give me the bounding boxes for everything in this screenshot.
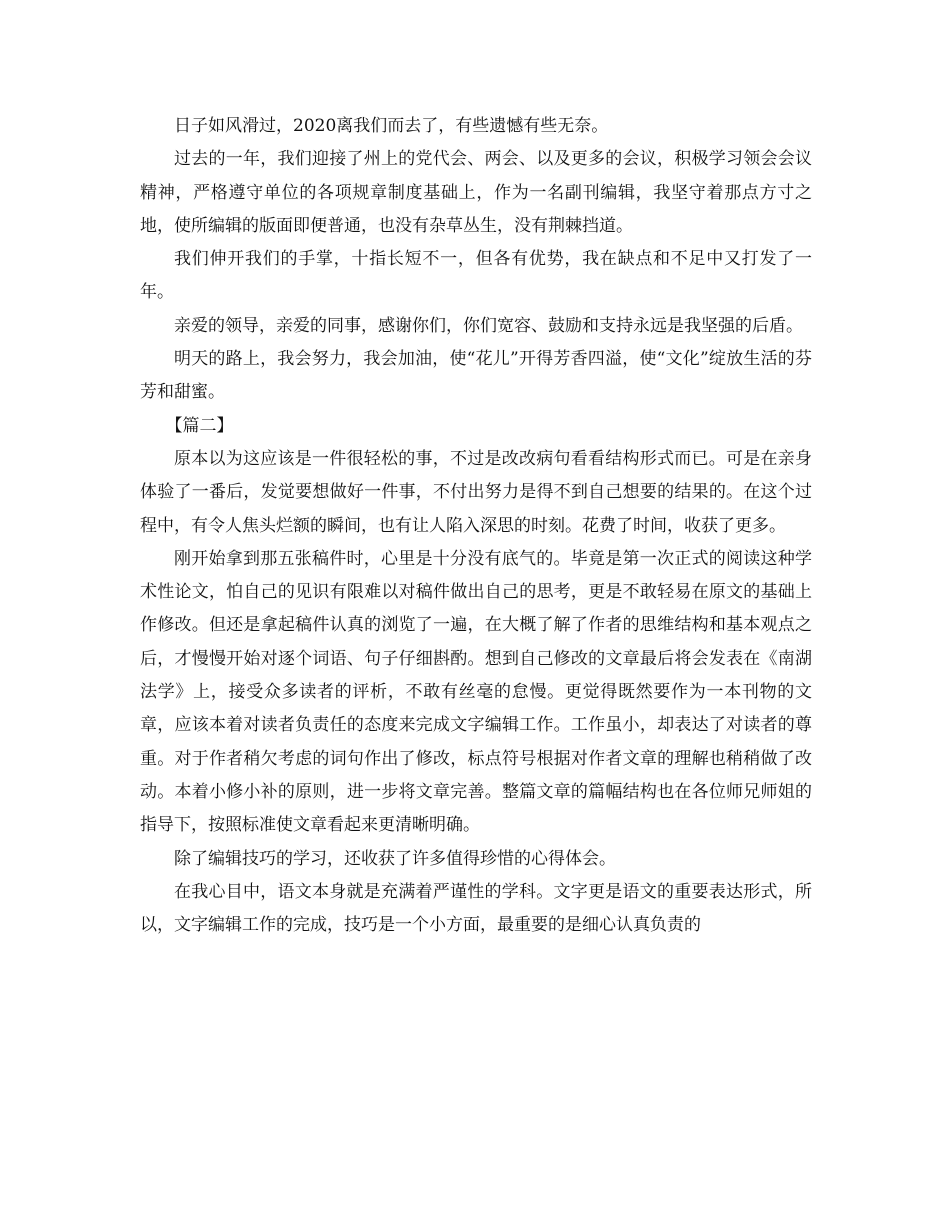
document-body xyxy=(140,110,812,942)
paragraph: 明天的路上，我会努力，我会加油，使“花儿”开得芳香四溢，使“文化”绽放生活的芬芳和甜蜜。 xyxy=(140,349,812,403)
section-heading: 【篇二】 xyxy=(165,415,234,436)
paragraph: 原本以为这应该是一件很轻松的事，不过是改改病句看看结构形式而已。可是在亲身体验了一番后，发觉要想做好一件事，不付出努力是得不到自己想要的结果的。在这个过程中，有令人焦头烂额的瞬间，也有让人陷入深思的时刻。花费了时间，收获了更多。 xyxy=(140,448,812,536)
paragraph: 刚开始拿到那五张稿件时，心里是十分没有底气的。毕竟是第一次正式的阅读这种学术性论文，怕自己的见识有限难以对稿件做出自己的思考，更是不敢轻易在原文的基础上作修改。但还是拿起稿件认真的浏览了一遍，在大概了解了作者的思维结构和基本观点之后，才慢慢开始对逐个词语、句子仔细斟酌。想到自己修改的文章最后将会发表在《南湖法学》上，接受众多读者的评析，不敢有丝毫的怠慢。更觉得既然要作为一本刊物的文章，应该本着对读者负责任的态度来完成文字编辑工作。工作虽小，却表达了对读者的尊重。对于作者稍欠考虑的词句作出了修改，标点符号根据对作者文章的理解也稍稍做了改动。本着小修小补的原则，进一步将文章完善。整篇文章的篇幅结构也在各位师兄师姐的指导下，按照标准使文章看起来更清晰明确。 xyxy=(140,548,812,836)
paragraph: 日子如风滑过，2020离我们而去了，有些遗憾有些无奈。 xyxy=(174,116,609,136)
paragraph: 过去的一年，我们迎接了州上的党代会、两会、以及更多的会议，积极学习领会会议精神，严格遵守单位的各项规章制度基础上，作为一名副刊编辑，我坚守着那点方寸之地，使所编辑的版面即便普通，也没有杂草丛生，没有荆棘挡道。 xyxy=(140,149,812,236)
paragraph: 在我心目中，语文本身就是充满着严谨性的学科。文字更是语文的重要表达形式，所以，文字编辑工作的完成，技巧是一个小方面，最重要的是细心认真负责的 xyxy=(140,881,812,936)
paragraph: 亲爱的领导，亲爱的同事，感谢你们，你们宽容、鼓励和支持永远是我坚强的后盾。 xyxy=(174,315,803,336)
paragraph: 我们伸开我们的手掌，十指长短不一，但各有优势，我在缺点和不足中又打发了一年。 xyxy=(140,249,812,303)
paragraph: 除了编辑技巧的学习，还收获了许多值得珍惜的心得体会。 xyxy=(174,848,616,869)
